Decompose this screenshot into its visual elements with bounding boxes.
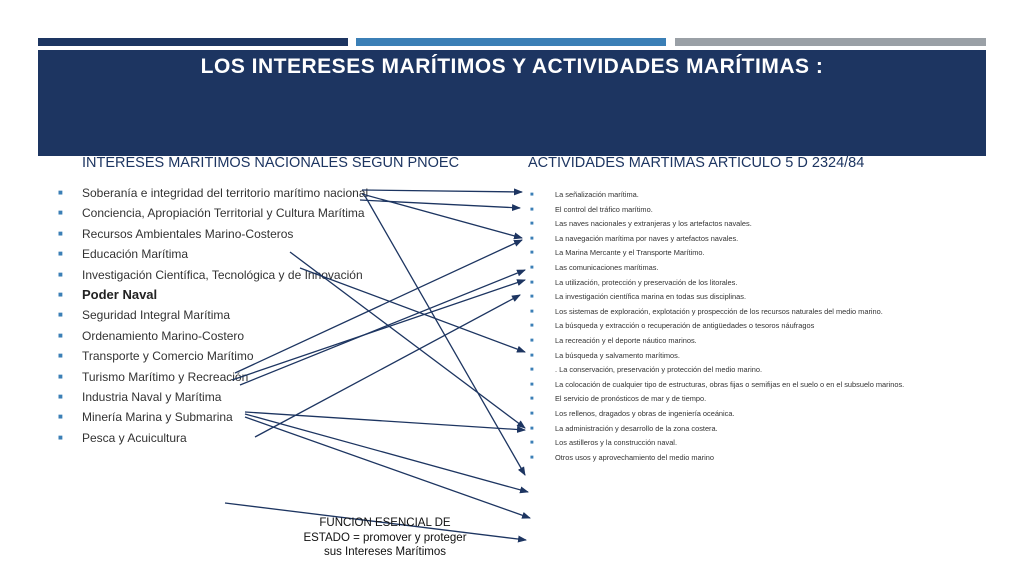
activity-item: ■ La Marina Mercante y el Transporte Marítimo.: [530, 246, 904, 261]
bullet-icon: ■: [58, 188, 63, 197]
bullet-icon: ■: [530, 264, 534, 271]
bullet-icon: ■: [530, 323, 534, 330]
bullet-icon: ■: [530, 367, 534, 374]
bullet-icon: ■: [58, 249, 63, 259]
activity-item: ■ La administración y desarrollo de la zona costera.: [530, 422, 904, 437]
footer-note: FUNCION ESENCIAL DE ESTADO = promover y proteger sus Intereses Marítimos: [303, 517, 467, 558]
activity-item: ■ Los sistemas de exploración, explotación y prospección de los recursos naturales del medio marino.: [530, 305, 904, 320]
bullet-icon: ■: [530, 294, 534, 301]
connector-arrow: [245, 412, 525, 430]
slide-title: LOS INTERESES MARÍTIMOS Y ACTIVIDADES MARÍTIMAS :: [200, 55, 824, 78]
interest-item: ■ Transporte y Comercio Marítimo: [58, 346, 368, 366]
bullet-icon: ■: [530, 308, 534, 315]
bullet-icon: ■: [530, 352, 534, 359]
bullet-icon: ■: [530, 235, 534, 242]
interest-item: ■ Seguridad Integral Marítima: [58, 305, 368, 325]
interest-item: ■ Ordenamiento Marino-Costero: [58, 326, 368, 346]
interest-item: ■ Soberanía e integridad del territorio marítimo nacional: [58, 183, 368, 203]
bullet-icon: ■: [58, 351, 63, 361]
bullet-icon: ■: [58, 228, 63, 238]
bullet-icon: ■: [530, 279, 534, 286]
bullet-icon: ■: [58, 391, 63, 401]
bullet-icon: ■: [58, 208, 63, 218]
activity-item: ■ La recreación y el deporte náutico marinos.: [530, 334, 904, 349]
activity-item: ■ Las comunicaciones marítimas.: [530, 261, 904, 276]
connector-arrow: [240, 270, 525, 385]
bullet-icon: ■: [530, 410, 534, 417]
bullet-icon: ■: [58, 310, 63, 320]
bullet-icon: ■: [58, 269, 63, 279]
bullet-icon: ■: [530, 221, 534, 228]
interest-item: ■ Conciencia, Apropiación Territorial y Cultura Marítima: [58, 203, 368, 223]
activity-item: ■ Otros usos y aprovechamiento del medio marino: [530, 451, 904, 466]
bullet-icon: ■: [530, 192, 534, 198]
bullet-icon: ■: [58, 289, 63, 299]
connector-arrow: [360, 200, 520, 208]
activity-item: ■ Los astilleros y la construcción naval.: [530, 436, 904, 451]
connector-arrow: [255, 295, 520, 437]
activity-item: ■ Los rellenos, dragados y obras de ingeniería oceánica.: [530, 407, 904, 422]
interest-item: ■ Industria Naval y Marítima: [58, 387, 368, 407]
connector-arrow: [232, 280, 525, 380]
connector-arrow: [290, 252, 525, 428]
connector-arrow: [245, 417, 530, 518]
activity-item: ■ La navegación marítima por naves y artefactos navales.: [530, 232, 904, 247]
bullet-icon: ■: [530, 381, 534, 388]
bullet-icon: ■: [530, 454, 534, 461]
bullet-icon: ■: [58, 330, 63, 340]
bullet-icon: ■: [58, 432, 63, 442]
right-column-heading: ACTIVIDADES MARTIMAS ARTICULO 5 D 2324/84: [528, 155, 865, 171]
activity-item: ■ La señalización marítima.: [530, 188, 904, 203]
connector-arrow: [245, 414, 528, 492]
connector-arrow: [362, 190, 522, 192]
bullet-icon: ■: [58, 412, 63, 422]
activity-item: ■ La búsqueda y salvamento marítimos.: [530, 349, 904, 364]
interest-item: ■ Recursos Ambientales Marino-Costeros: [58, 224, 368, 244]
activity-item: ■ La colocación de cualquier tipo de estructuras, obras fijas o semifijas en el suelo o en el subsuelo marinos.: [530, 378, 904, 393]
interest-item: ■ Turismo Marítimo y Recreación: [58, 367, 368, 387]
bullet-icon: ■: [530, 250, 534, 257]
bullet-icon: ■: [530, 440, 534, 447]
activity-item: ■ La investigación científica marina en todas sus disciplinas.: [530, 290, 904, 305]
activity-item: ■ El servicio de pronósticos de mar y de tiempo.: [530, 392, 904, 407]
activity-item: ■ La utilización, protección y preservación de los litorales.: [530, 276, 904, 291]
bullet-icon: ■: [530, 425, 534, 432]
interest-item: ■ Educación Marítima: [58, 244, 368, 264]
interest-item: ■ Investigación Científica, Tecnológica y de Innovación: [58, 265, 368, 285]
interest-item: ■ Minería Marina y Submarina: [58, 407, 368, 427]
interest-item: ■ Poder Naval: [58, 285, 368, 305]
interest-item: ■ Pesca y Acuicultura: [58, 428, 368, 448]
bullet-icon: ■: [58, 371, 63, 381]
bullet-icon: ■: [530, 396, 534, 403]
activity-item: ■ La búsqueda y extracción o recuperación de antigüedades o tesoros náufragos: [530, 319, 904, 334]
bullet-icon: ■: [530, 206, 534, 213]
left-column-heading: INTERESES MARITIMOS NACIONALES SEGÚN PNOEC: [82, 155, 460, 171]
bullet-icon: ■: [530, 337, 534, 344]
activity-item: ■ . La conservación, preservación y protección del medio marino.: [530, 363, 904, 378]
activity-item: ■ El control del tráfico marítimo.: [530, 203, 904, 218]
connector-arrow: [235, 240, 522, 373]
activity-item: ■ Las naves nacionales y extranjeras y los artefactos navales.: [530, 217, 904, 232]
